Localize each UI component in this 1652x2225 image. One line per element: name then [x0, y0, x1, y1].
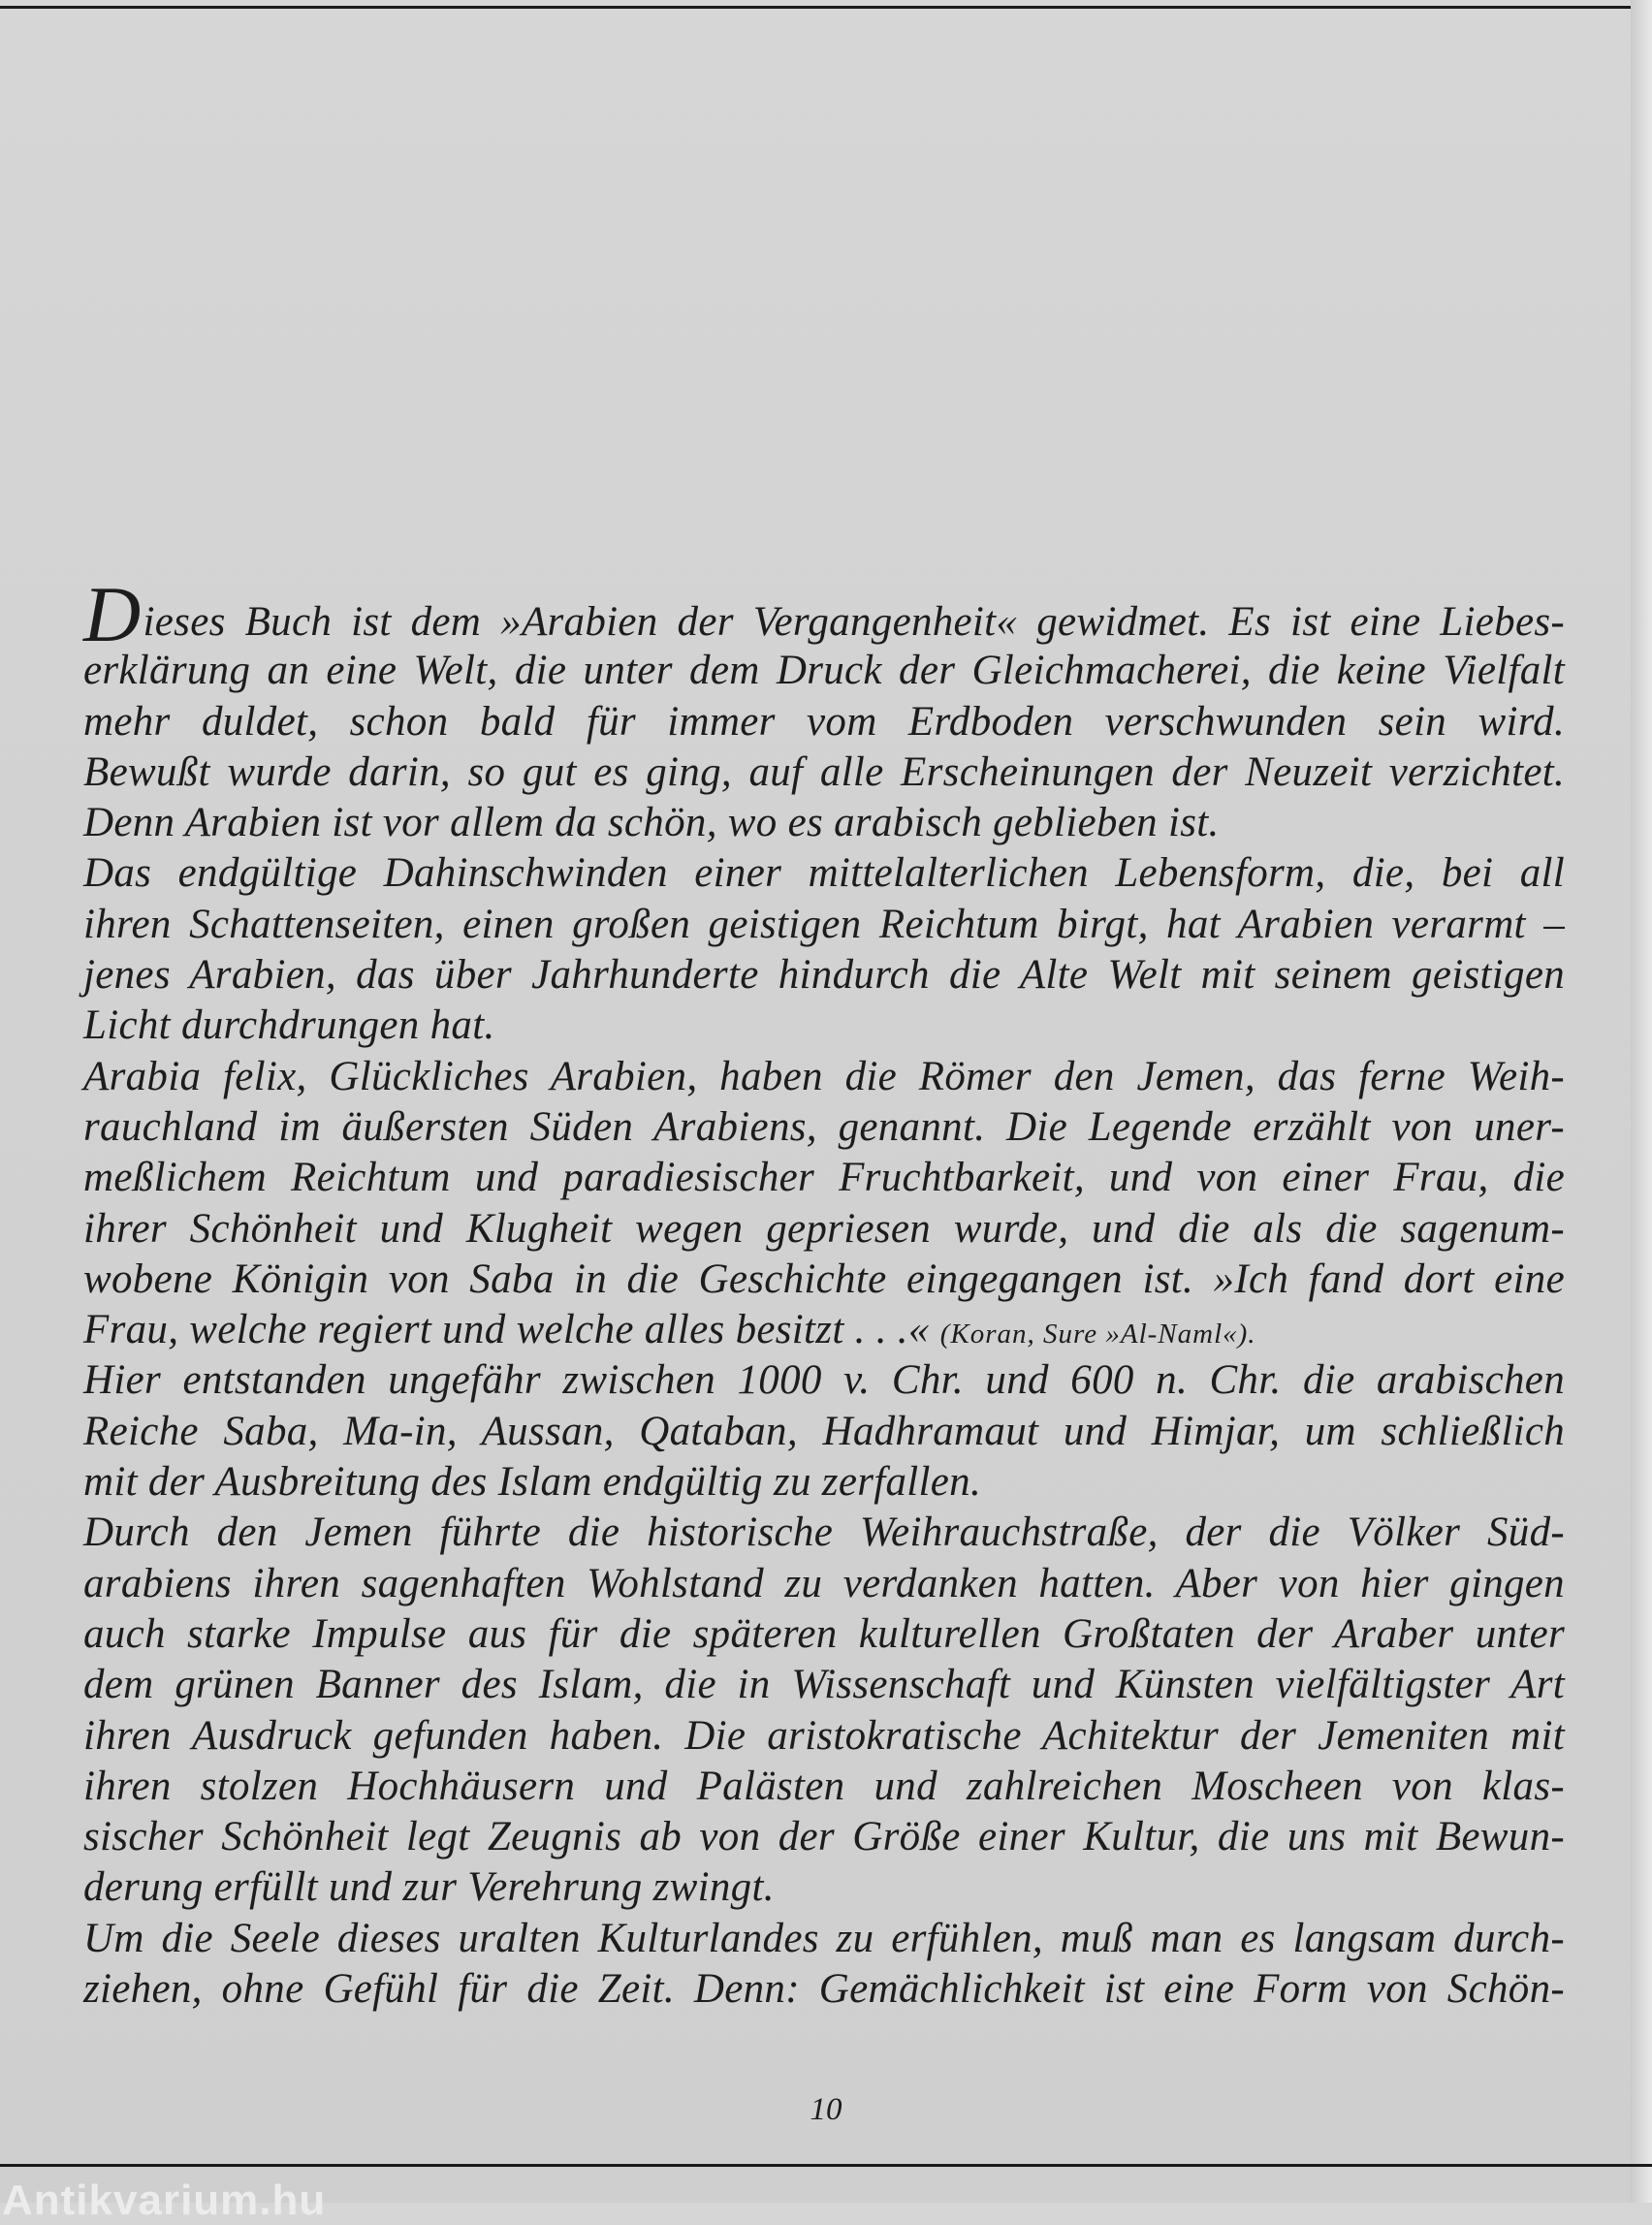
text-line: Das endgültige Dahinschwinden einer mittelalterlichen Lebensform, die, bei all [83, 850, 1565, 897]
text-line: Bewußt wurde darin, so gut es ging, auf alle Erscheinungen der Neuzeit verzichtet. [83, 748, 1565, 795]
text-line: ihren Ausdruck gefunden haben. Die aristokratische Achitektur der Jemeniten mit [83, 1712, 1565, 1759]
page-edge [1631, 0, 1652, 2203]
text-line: ihren Schattenseiten, einen großen geistigen Reichtum birgt, hat Arabien verarmt – [83, 901, 1565, 947]
text-line: Um die Seele dieses uralten Kulturlandes zu erfühlen, muß man es langsam durch- [83, 1915, 1565, 1961]
text-line: Durch den Jemen führte die historische Weihrauchstraße, der die Völker Süd- [83, 1510, 1565, 1556]
text-line: Denn Arabien ist vor allem da schön, wo es arabisch geblieben ist. [83, 800, 1220, 846]
text-line: arabiens ihren sagenhaften Wohlstand zu verdanken hatten. Aber von hier gingen [83, 1560, 1565, 1606]
text-line: sischer Schönheit legt Zeugnis ab von der Größe einer Kultur, die uns mit Bewun- [83, 1814, 1565, 1860]
text-line: dem grünen Banner des Islam, die in Wissenschaft und Künsten vielfältigster Art [83, 1662, 1565, 1708]
watermark: Antikvarium.hu [2, 2177, 327, 2224]
text-line: auch starke Impulse aus für die späteren kulturellen Großtaten der Araber unter [83, 1610, 1565, 1657]
text-line: meßlichem Reichtum und paradiesischer Fruchtbarkeit, und von einer Frau, die [83, 1155, 1565, 1201]
citation: (Koran, Sure »Al-Naml«). [939, 1319, 1256, 1351]
text-line: ihrer Schönheit und Klugheit wegen gepriesen wurde, und die als die sagenum- [83, 1205, 1565, 1252]
bottom-rule [0, 2164, 1652, 2167]
text-line: Frau, welche regiert und welche alles besitzt . . .« (Koran, Sure »Al-Naml«). [83, 1307, 1256, 1353]
page-number: 10 [810, 2092, 842, 2127]
text-line: rauchland im äußersten Süden Arabiens, genannt. Die Legende erzählt von uner- [83, 1103, 1565, 1150]
text-line: derung erfüllt und zur Verehrung zwingt. [83, 1864, 775, 1911]
text-line: Licht durchdrungen hat. [83, 1002, 495, 1049]
text-line: erklärung an eine Welt, die unter dem Druck der Gleichmacherei, die keine Vielfalt [83, 648, 1565, 694]
drop-cap: D [83, 570, 142, 658]
text-line: Reiche Saba, Ma-in, Aussan, Qataban, Hadhramaut und Himjar, um schließlich [83, 1408, 1565, 1454]
text-line: Arabia felix, Glückliches Arabien, haben die Römer den Jemen, das ferne Weih- [83, 1053, 1565, 1099]
body-text [83, 570, 1565, 2015]
text-line: mehr duldet, schon bald für immer vom Erdboden verschwunden sein wird. [83, 698, 1565, 745]
text-line: ihren stolzen Hochhäusern und Palästen und zahlreichen Moscheen von klas- [83, 1763, 1565, 1809]
text-line: Dieses Buch ist dem »Arabien der Vergangenheit« gewidmet. Es ist eine Liebes- [83, 570, 1565, 658]
text-line: Hier entstanden ungefähr zwischen 1000 v. Chr. und 600 n. Chr. die arabischen [83, 1357, 1565, 1404]
top-rule [0, 6, 1652, 9]
text-line: mit der Ausbreitung des Islam endgültig zu zerfallen. [83, 1459, 982, 1506]
text-line: jenes Arabien, das über Jahrhunderte hindurch die Alte Welt mit seinem geistigen [83, 952, 1565, 999]
text-line: wobene Königin von Saba in die Geschichte eingegangen ist. »Ich fand dort eine [83, 1256, 1565, 1302]
text-line: ziehen, ohne Gefühl für die Zeit. Denn: Gemächlichkeit ist eine Form von Schön- [83, 1966, 1565, 2013]
